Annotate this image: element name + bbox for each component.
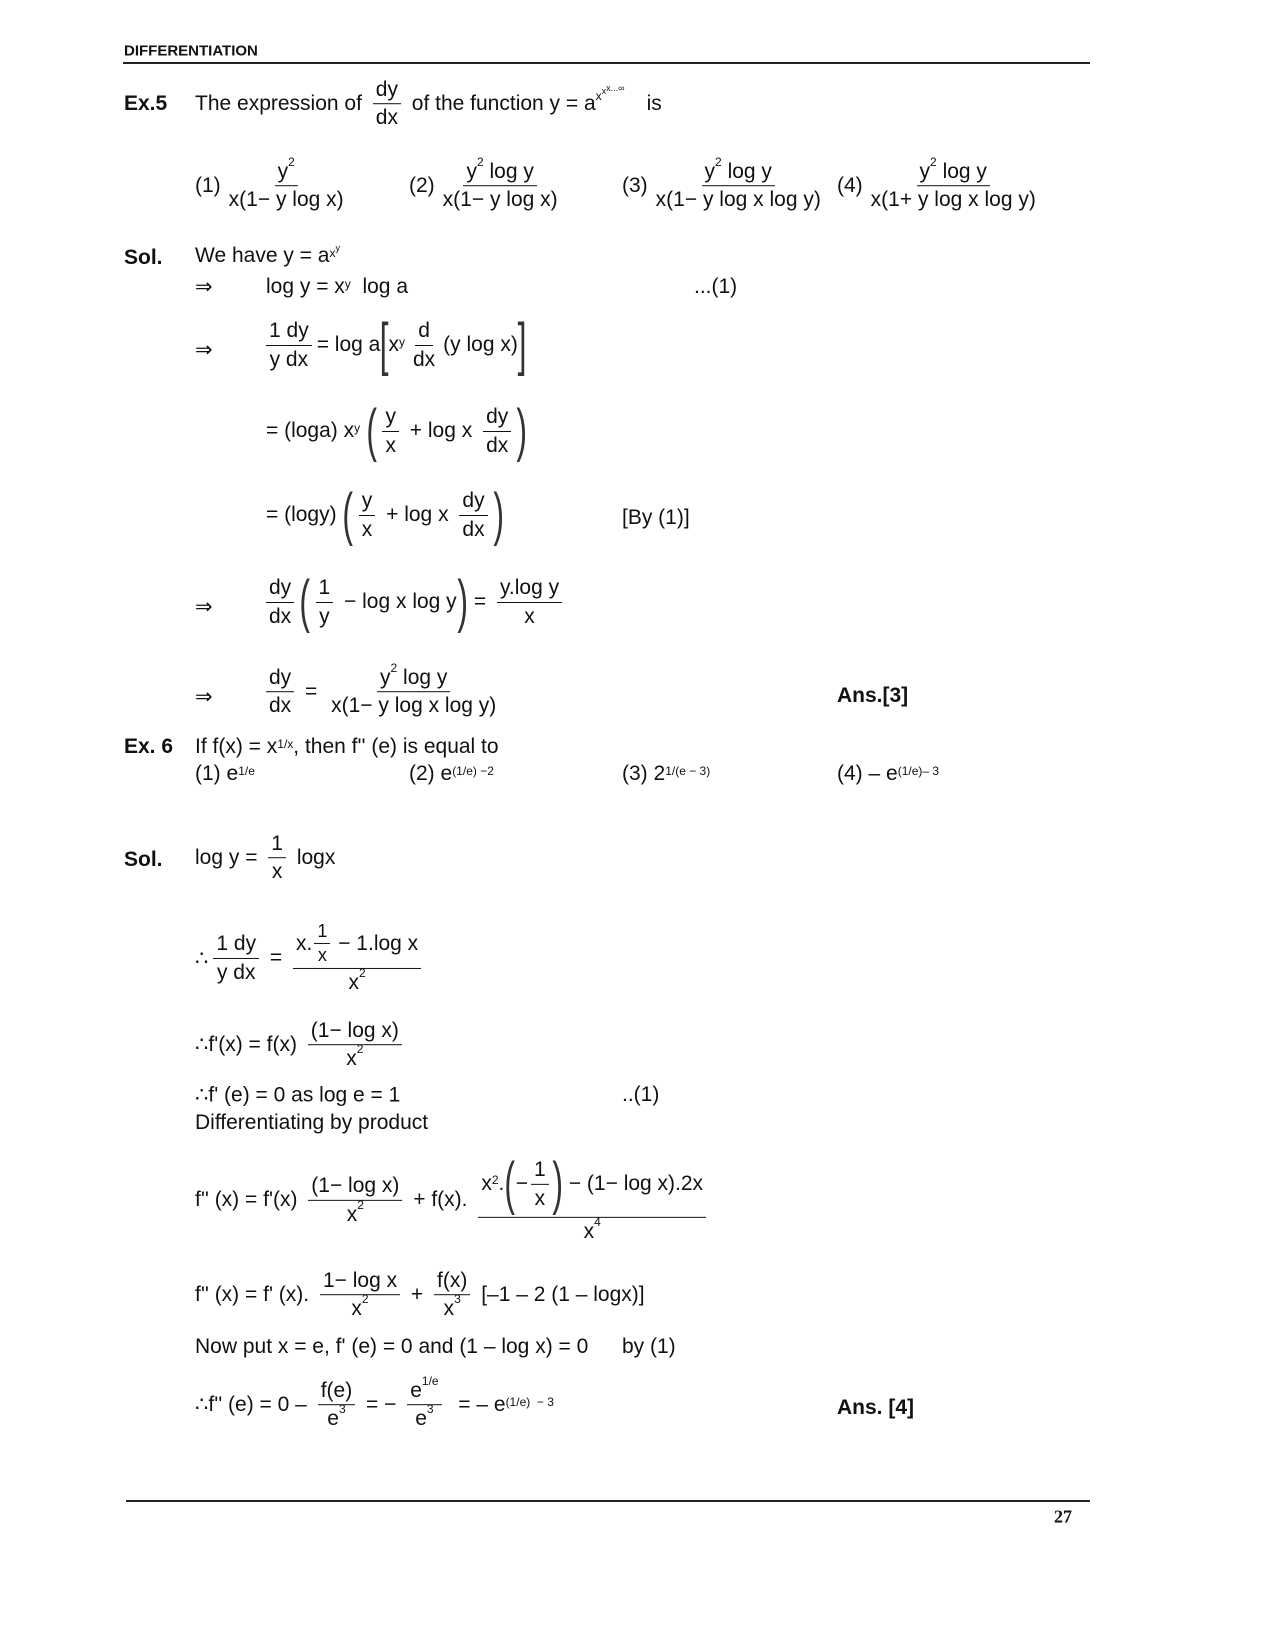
math-text xyxy=(320,1267,400,1323)
equation-ref: [By (1)] xyxy=(622,506,690,529)
math-text xyxy=(868,155,1039,214)
math-text: (2) xyxy=(409,174,435,197)
math-text xyxy=(293,920,421,996)
math-text xyxy=(412,1402,436,1433)
math-text: x xyxy=(443,1297,455,1321)
math-text: log y xyxy=(936,160,987,184)
math-text: dx xyxy=(269,694,292,718)
option-3 xyxy=(622,762,710,786)
math-text: 1− log x xyxy=(320,1267,400,1295)
math-text: y xyxy=(466,160,477,184)
math-text xyxy=(268,830,286,886)
math-text: a xyxy=(317,244,330,267)
superscript: 2 xyxy=(356,1042,364,1057)
math-text xyxy=(407,1374,441,1433)
math-text: x(1− y log x log y) xyxy=(655,188,821,212)
math-text: [–1 – 2 (1 – logx)] xyxy=(475,1283,645,1306)
implies-arrow: ⇒ xyxy=(195,275,213,299)
math-text: (1) xyxy=(195,174,221,197)
option-4 xyxy=(837,155,1044,214)
math-text: log a xyxy=(350,275,409,298)
solution-line xyxy=(195,1017,407,1073)
math-text xyxy=(275,155,298,186)
superscript: 2 xyxy=(491,1173,499,1188)
math-text xyxy=(581,1214,604,1245)
option-1 xyxy=(195,155,352,214)
solution-line xyxy=(195,1267,645,1323)
math-text: x xyxy=(271,860,283,884)
math-text: x xyxy=(351,1297,362,1321)
bracket: ( xyxy=(342,482,354,547)
bracket: ) xyxy=(552,1150,563,1216)
math-text xyxy=(478,1150,706,1245)
answer: Ans.[3] xyxy=(837,684,909,707)
math-text: − 1.log x xyxy=(332,932,419,956)
superscript: y xyxy=(398,335,405,349)
math-text: = log a xyxy=(316,333,381,356)
math-text: x xyxy=(329,246,336,260)
math-text: x xyxy=(348,970,359,994)
superscript: 1/(e − 3) xyxy=(665,764,711,778)
superscript: x...∞ xyxy=(606,83,625,93)
math-text xyxy=(463,155,536,186)
running-header: DIFFERENTIATION xyxy=(124,42,258,60)
math-text xyxy=(440,155,561,214)
math-text: y xyxy=(919,160,931,184)
superscript: (1/e) − 3 xyxy=(505,1395,554,1409)
math-text: x(1− y log x) xyxy=(442,188,558,212)
bracket: ) xyxy=(457,569,468,634)
math-text: x xyxy=(601,86,607,96)
math-text: y xyxy=(359,487,376,515)
math-text: − (1− log x).2x xyxy=(562,1172,704,1196)
solution-line xyxy=(195,244,340,268)
math-text xyxy=(308,1017,402,1073)
math-text: y xyxy=(382,403,399,431)
math-text: logx xyxy=(290,846,336,869)
math-text xyxy=(483,403,511,459)
math-text: a xyxy=(583,92,596,115)
math-text: (1) e xyxy=(195,762,239,785)
math-text: d xyxy=(415,317,433,345)
math-text: x xyxy=(346,1202,358,1226)
math-text xyxy=(441,1292,464,1323)
math-text: x xyxy=(481,1172,492,1196)
math-text xyxy=(653,155,824,214)
math-text: y.log y xyxy=(497,574,562,602)
superscript: 3 xyxy=(426,1402,434,1417)
math-text: − xyxy=(515,1172,528,1196)
math-text: (1− log x) xyxy=(308,1017,402,1045)
math-text: + log x xyxy=(403,419,479,442)
option-3 xyxy=(622,155,829,214)
math-text: y xyxy=(380,666,391,690)
superscript: 2 xyxy=(288,155,295,170)
superscript: 1/x xyxy=(277,737,294,751)
math-text xyxy=(266,317,312,373)
bracket: ) xyxy=(492,482,504,547)
math-text: e xyxy=(410,1379,422,1403)
power-tower xyxy=(583,83,625,116)
math-text: log y xyxy=(483,160,534,184)
answer: Ans. [4] xyxy=(837,1396,915,1419)
solution-line xyxy=(266,569,567,634)
math-text xyxy=(328,661,499,720)
math-text: ∴f'' (e) = 0 – xyxy=(195,1393,313,1417)
math-text xyxy=(359,487,376,543)
math-text: x xyxy=(534,1186,546,1210)
math-text: (y log x) xyxy=(443,333,518,356)
bracket: ) xyxy=(516,398,528,463)
math-text: dx xyxy=(486,433,509,457)
math-text xyxy=(702,155,775,186)
math-text: x(1+ y log x log y) xyxy=(870,188,1036,212)
superscript: (1/e)– 3 xyxy=(897,764,940,778)
math-text: (3) 2 xyxy=(622,762,666,785)
math-text: x xyxy=(317,945,327,966)
solution-line xyxy=(195,920,426,996)
math-text: x xyxy=(524,604,535,628)
math-text: = (loga) x xyxy=(266,419,355,442)
numerator: dy xyxy=(373,76,401,104)
implies-arrow: ⇒ xyxy=(195,685,213,709)
superscript: 2 xyxy=(715,155,722,170)
superscript: 1/e xyxy=(421,1374,439,1389)
math-text xyxy=(382,403,399,459)
footer-rule xyxy=(126,1500,1090,1502)
question-text: The expression of xyxy=(195,92,368,115)
math-text: = (logy) xyxy=(266,503,343,526)
math-text: x xyxy=(583,1219,595,1243)
math-text: 1 xyxy=(314,920,330,944)
math-text: , then f'' (e) is equal to xyxy=(293,735,499,758)
header-rule xyxy=(123,62,1090,64)
math-text xyxy=(316,574,334,630)
math-text: e xyxy=(327,1407,339,1431)
math-text: = xyxy=(264,945,289,969)
example-6-label: Ex. 6 xyxy=(124,735,174,758)
superscript: 2 xyxy=(359,965,366,980)
math-text: + log x xyxy=(380,503,455,526)
question-text: of the function y = xyxy=(405,92,584,115)
math-text: x xyxy=(346,1047,357,1071)
solution-line xyxy=(266,312,527,377)
math-text: y xyxy=(277,160,289,184)
option-2 xyxy=(409,762,494,786)
math-text: + xyxy=(405,1283,430,1306)
fraction-dy-dx xyxy=(373,76,401,132)
math-text: = xyxy=(468,590,492,613)
option-1 xyxy=(195,762,255,786)
implies-arrow: ⇒ xyxy=(195,338,213,362)
solution-line xyxy=(195,1150,711,1245)
math-text: dy xyxy=(483,403,511,431)
math-text: If f(x) = x xyxy=(195,735,278,758)
math-text: dx xyxy=(462,517,485,541)
math-text xyxy=(344,1197,367,1227)
math-text: x. xyxy=(296,932,313,956)
superscript: 2 xyxy=(361,1292,369,1307)
math-text: + f(x). xyxy=(407,1187,474,1211)
math-text: y xyxy=(704,160,716,184)
math-text xyxy=(407,1374,441,1405)
math-text: dy xyxy=(266,664,294,692)
solution-line xyxy=(195,830,335,886)
bracket: ] xyxy=(517,312,527,377)
math-text xyxy=(459,487,487,543)
math-text xyxy=(410,317,438,373)
math-text xyxy=(266,664,294,720)
option-2 xyxy=(409,155,566,214)
math-text xyxy=(377,661,450,692)
math-text xyxy=(293,920,421,969)
math-text: log y xyxy=(397,666,448,690)
math-text: x xyxy=(595,89,602,103)
solution-line xyxy=(266,398,528,463)
math-text xyxy=(346,965,369,996)
math-text xyxy=(917,155,990,186)
math-text: = xyxy=(299,680,324,703)
question-text: is xyxy=(646,92,662,115)
math-text: − log x log y xyxy=(338,590,457,613)
math-text: log y = x xyxy=(266,275,345,298)
math-text: y xyxy=(319,604,330,628)
math-text xyxy=(343,1042,366,1073)
math-text: f'' (x) = f'(x) xyxy=(195,1187,304,1211)
math-text: 1 xyxy=(316,574,334,602)
equation-ref: ..(1) xyxy=(622,1083,660,1106)
math-text: e xyxy=(415,1407,427,1431)
math-text xyxy=(348,1292,371,1323)
math-text: f'' (x) = f' (x). xyxy=(195,1283,315,1306)
math-text: (3) xyxy=(622,174,648,197)
superscript: 2 xyxy=(476,155,484,170)
math-text: (4) xyxy=(837,174,863,197)
math-text: log y = xyxy=(195,846,264,869)
superscript xyxy=(595,83,625,103)
page-number: 27 xyxy=(1054,1506,1072,1527)
solution-line: ∴f' (e) = 0 as log e = 1 xyxy=(195,1083,401,1107)
math-text: 1 dy xyxy=(213,930,259,958)
superscript: 4 xyxy=(594,1214,601,1229)
superscript: y xyxy=(344,277,351,291)
math-text xyxy=(266,574,294,630)
solution-line: Differentiating by product xyxy=(195,1111,429,1134)
equation-ref: ...(1) xyxy=(694,275,738,298)
superscript: y xyxy=(335,243,340,253)
example-6-question xyxy=(195,735,499,759)
math-text: y dx xyxy=(216,960,256,984)
math-text: x xyxy=(385,433,396,457)
math-text xyxy=(324,1402,348,1433)
math-text: ∴ xyxy=(195,946,209,970)
math-text xyxy=(434,1267,470,1323)
solution-line xyxy=(266,482,504,547)
superscript xyxy=(329,243,340,260)
solution-line xyxy=(266,661,504,720)
solution-line xyxy=(195,1374,554,1433)
example-5-question xyxy=(195,76,662,132)
math-text: 1 xyxy=(531,1156,549,1184)
math-text xyxy=(478,1150,706,1218)
math-text xyxy=(318,1377,356,1433)
math-text xyxy=(308,1172,402,1228)
denominator: dx xyxy=(375,106,398,130)
math-text: We have y = xyxy=(195,244,318,267)
math-text: 1 dy xyxy=(266,317,312,345)
bracket: ( xyxy=(504,1150,516,1216)
superscript: 2 xyxy=(357,1197,364,1212)
implies-arrow: ⇒ xyxy=(195,595,213,619)
math-text xyxy=(497,574,562,630)
math-text: x(1− y log x) xyxy=(228,188,344,212)
superscript: 3 xyxy=(338,1402,346,1417)
example-5-label: Ex.5 xyxy=(124,92,168,115)
math-text xyxy=(226,155,347,214)
math-text: dx xyxy=(269,604,292,628)
option-4 xyxy=(837,762,939,786)
solution-line: Now put x = e, f' (e) = 0 and (1 – log x) = 0 xyxy=(195,1335,589,1358)
solution-label: Sol. xyxy=(124,848,163,871)
math-text: x(1− y log x log y) xyxy=(331,694,497,718)
superscript: 3 xyxy=(454,1292,461,1307)
math-text: (1− log x) xyxy=(308,1172,402,1200)
superscript: 1/e xyxy=(238,764,255,778)
bracket: ( xyxy=(299,569,311,634)
math-text: f(x) xyxy=(434,1267,470,1295)
solution-label: Sol. xyxy=(124,246,163,269)
math-text: (2) e xyxy=(409,762,453,785)
bracket: [ xyxy=(379,312,389,377)
math-text: dx xyxy=(412,347,436,371)
math-text: y dx xyxy=(269,347,309,371)
bracket: ( xyxy=(366,398,378,463)
math-text: . xyxy=(498,1172,505,1196)
math-text: x xyxy=(388,333,399,356)
superscript: 2 xyxy=(930,155,937,170)
math-text: ∴f'(x) = f(x) xyxy=(195,1033,303,1057)
superscript xyxy=(601,83,625,96)
math-text: log y xyxy=(721,160,772,184)
superscript: y xyxy=(354,421,361,435)
math-text: = − xyxy=(360,1393,403,1416)
math-text: 1 xyxy=(268,830,286,858)
equation-ref: by (1) xyxy=(622,1335,676,1358)
solution-line xyxy=(266,275,408,299)
math-text: f(e) xyxy=(318,1377,356,1405)
math-text: dy xyxy=(266,574,294,602)
math-text: dy xyxy=(459,487,487,515)
math-text xyxy=(213,930,259,986)
math-text: = – e xyxy=(446,1393,506,1416)
superscript: (1/e) −2 xyxy=(452,764,494,778)
superscript: 2 xyxy=(390,661,398,676)
math-text xyxy=(531,1156,549,1212)
math-text: x xyxy=(361,517,373,541)
math-text: (4) – e xyxy=(837,762,898,785)
math-text xyxy=(314,920,330,968)
